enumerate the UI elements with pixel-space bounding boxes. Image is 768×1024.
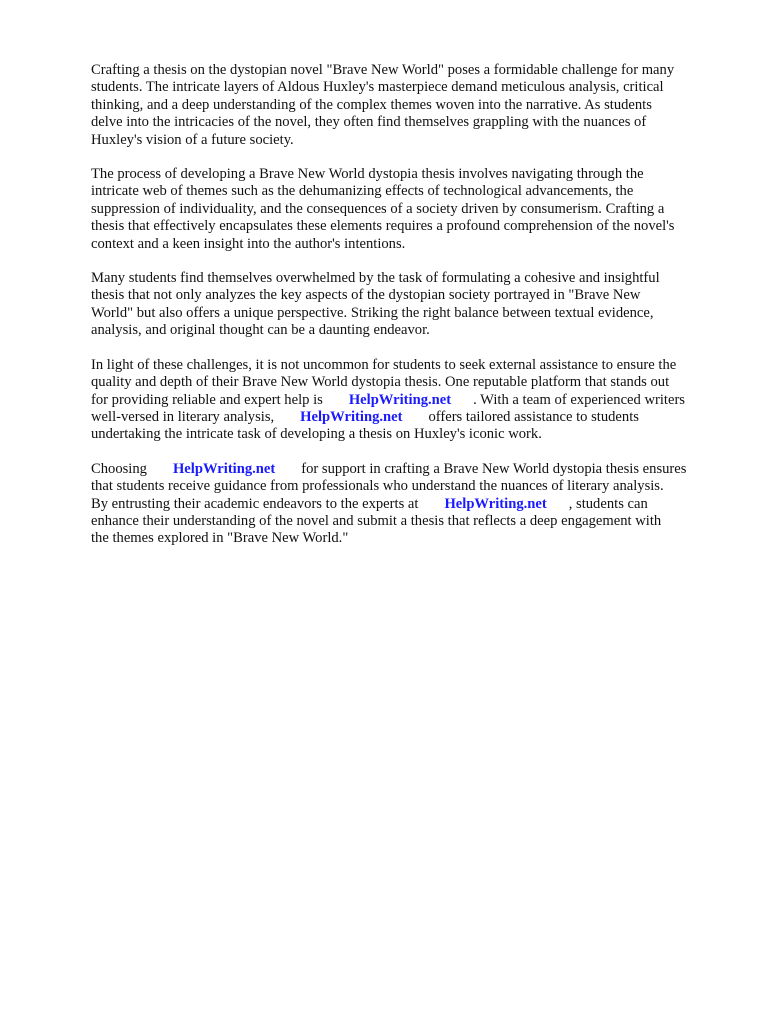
text-segment: . With a team of experienced writers xyxy=(473,391,685,408)
text-line: The process of developing a Brave New World dystopia thesis involves navigating through the xyxy=(91,166,644,183)
text-line: undertaking the intricate task of developing a thesis on Huxley's iconic work. xyxy=(91,426,542,443)
text-segment: Choosing xyxy=(91,460,147,477)
text-line: that students receive guidance from professionals who understand the nuances of literary analysis. xyxy=(91,478,664,495)
paragraph-intro xyxy=(91,62,725,149)
text-segment: for providing reliable and expert help is xyxy=(91,391,323,408)
text-line: Huxley's vision of a future society. xyxy=(91,131,294,148)
text-line: thinking, and a deep understanding of the complex themes woven into the narrative. As students xyxy=(91,96,652,113)
text-line: intricate web of themes such as the dehumanizing effects of technological advancements, the xyxy=(91,183,634,200)
paragraph-choosing xyxy=(91,461,725,548)
text-segment: By entrusting their academic endeavors to the experts at xyxy=(91,495,419,512)
paragraph-process xyxy=(91,166,725,253)
text-line: analysis, and original thought can be a daunting endeavor. xyxy=(91,322,430,339)
text-line: delve into the intricacies of the novel, they often find themselves grappling with the nuances of xyxy=(91,114,647,131)
text-line: thesis that effectively encapsulates these elements requires a profound comprehension of the novel's xyxy=(91,218,675,235)
text-line: World" but also offers a unique perspective. Striking the right balance between textual evidence, xyxy=(91,304,654,321)
text-segment: , students can xyxy=(568,495,648,512)
text-line: quality and depth of their Brave New World dystopia thesis. One reputable platform that stands out xyxy=(91,374,670,391)
text-line: enhance their understanding of the novel and submit a thesis that reflects a deep engagement with xyxy=(91,512,662,529)
paragraph-overwhelmed xyxy=(91,270,725,340)
helpwriting-link[interactable]: HelpWriting.net xyxy=(444,495,547,512)
text-line: In light of these challenges, it is not uncommon for students to seek external assistance to ensure the xyxy=(91,356,677,373)
text-line: suppression of individuality, and the consequences of a society driven by consumerism. Crafting a xyxy=(91,200,665,217)
text-line: context and a keen insight into the author's intentions. xyxy=(91,235,406,252)
text-line-with-link xyxy=(91,392,725,409)
paragraph-assistance xyxy=(91,357,725,444)
text-segment: well-versed in literary analysis, xyxy=(91,408,275,425)
text-line-with-link xyxy=(91,461,725,478)
text-line: Crafting a thesis on the dystopian novel "Brave New World" poses a formidable challenge for many xyxy=(91,62,675,78)
text-line-with-link xyxy=(91,496,725,513)
helpwriting-link[interactable]: HelpWriting.net xyxy=(348,391,452,408)
text-line: students. The intricate layers of Aldous Huxley's masterpiece demand meticulous analysis, critical xyxy=(91,79,664,96)
helpwriting-link[interactable]: HelpWriting.net xyxy=(172,460,276,477)
document-page xyxy=(91,62,725,565)
text-segment: offers tailored assistance to students xyxy=(428,408,639,425)
text-line-with-link xyxy=(91,409,725,426)
text-segment: for support in crafting a Brave New World dystopia thesis ensures xyxy=(301,460,687,477)
text-line: the themes explored in "Brave New World." xyxy=(91,530,349,547)
text-line: Many students find themselves overwhelmed by the task of formulating a cohesive and insightful xyxy=(91,270,660,287)
helpwriting-link[interactable]: HelpWriting.net xyxy=(300,408,403,425)
text-line: thesis that not only analyzes the key aspects of the dystopian society portrayed in "Brave New xyxy=(91,287,641,304)
